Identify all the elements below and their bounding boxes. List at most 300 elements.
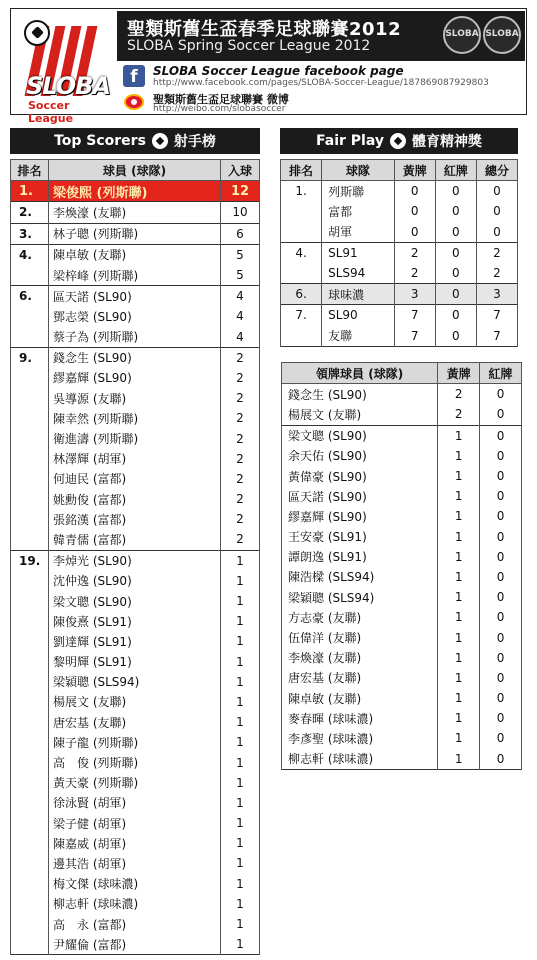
sloba-crest-icon: SLOBA	[483, 16, 521, 54]
red-cell: 0	[435, 305, 476, 326]
player-cell: 柳志軒 (球味濃)	[282, 749, 438, 770]
rank-cell	[11, 529, 49, 550]
goals-cell: 1	[221, 833, 260, 853]
table-row	[11, 347, 260, 368]
red-cell: 0	[480, 708, 522, 728]
player-cell: 吳導源 (友聯)	[49, 388, 221, 408]
goals-cell: 4	[221, 306, 260, 326]
table-row	[11, 853, 260, 873]
yellow-cell: 1	[438, 668, 480, 688]
table-row	[282, 749, 522, 770]
table-row	[11, 631, 260, 651]
player-cell: 梅文傑 (球味濃)	[49, 874, 221, 894]
league-title-zh: 聖類斯舊生盃春季足球聯賽2012	[127, 19, 402, 40]
red-cell: 0	[435, 263, 476, 284]
table-row	[11, 591, 260, 611]
player-cell: 柳志軒 (球味濃)	[49, 894, 221, 914]
col-rank: 排名	[281, 160, 322, 181]
goals-cell: 1	[221, 874, 260, 894]
table-row	[11, 286, 260, 307]
yellow-cell: 1	[438, 648, 480, 668]
rank-cell	[11, 388, 49, 408]
table-row	[282, 425, 522, 446]
player-cell: 高 永 (富都)	[49, 914, 221, 934]
table-row	[11, 894, 260, 914]
yellow-cell: 2	[394, 242, 435, 263]
player-cell: 林子聰 (列斯聯)	[49, 223, 221, 244]
fair-play-title: Fair Play 體育精神獎	[280, 128, 518, 154]
goals-cell: 2	[221, 428, 260, 448]
player-cell: 邊其浩 (胡軍)	[49, 853, 221, 873]
table-row	[11, 306, 260, 326]
red-cell: 0	[480, 384, 522, 405]
rank-cell: 1.	[281, 181, 322, 202]
table-row	[11, 181, 260, 202]
team-cell: SLS94	[322, 263, 395, 284]
table-row	[11, 652, 260, 672]
facebook-icon: f	[123, 65, 145, 87]
yellow-cell: 0	[394, 181, 435, 202]
player-cell: 姚勳俊 (富都)	[49, 489, 221, 509]
player-cell: 繆嘉輝 (SL90)	[282, 506, 438, 526]
table-row	[282, 648, 522, 668]
col-yellow: 黃牌	[438, 363, 480, 384]
player-cell: 唐宏基 (友聯)	[49, 712, 221, 732]
rank-cell	[11, 469, 49, 489]
table-row	[11, 692, 260, 712]
player-cell: 劉達輝 (SL91)	[49, 631, 221, 651]
yellow-cell: 1	[438, 466, 480, 486]
weibo-link-row[interactable]	[119, 91, 519, 115]
table-row	[282, 506, 522, 526]
team-cell: 列斯聯	[322, 181, 395, 202]
table-row	[282, 728, 522, 748]
rank-cell	[11, 894, 49, 914]
rank-cell	[11, 591, 49, 611]
table-row	[11, 244, 260, 265]
yellow-cell: 1	[438, 425, 480, 446]
table-row	[11, 428, 260, 448]
rank-cell	[281, 326, 322, 347]
player-cell: 方志豪 (友聯)	[282, 607, 438, 627]
rank-cell: 9.	[11, 347, 49, 368]
player-cell: 錢念生 (SL90)	[49, 347, 221, 368]
table-row	[281, 284, 518, 305]
rank-cell: 4.	[281, 242, 322, 263]
yellow-cell: 7	[394, 326, 435, 347]
table-row	[282, 486, 522, 506]
player-cell: 區天諾 (SL90)	[282, 486, 438, 506]
goals-cell: 5	[221, 265, 260, 286]
table-row	[11, 489, 260, 509]
player-cell: 蔡子為 (列斯聯)	[49, 327, 221, 348]
yellow-cell: 3	[394, 284, 435, 305]
weibo-title: 聖類斯舊生盃足球聯賽 微博	[153, 93, 289, 106]
table-row	[282, 567, 522, 587]
table-row	[281, 263, 518, 284]
player-cell: 衛進濤 (列斯聯)	[49, 428, 221, 448]
goals-cell: 1	[221, 692, 260, 712]
red-cell: 0	[480, 404, 522, 425]
rank-cell	[11, 652, 49, 672]
table-row	[11, 509, 260, 529]
goals-cell: 1	[221, 793, 260, 813]
goals-cell: 1	[221, 813, 260, 833]
table-row	[282, 668, 522, 688]
player-cell: 梁文聰 (SL90)	[282, 425, 438, 446]
soccer-ball-icon	[390, 133, 406, 149]
player-cell: 徐泳賢 (胡軍)	[49, 793, 221, 813]
player-cell: 李煥濠 (友聯)	[49, 202, 221, 223]
top-scorers-title: Top Scorers 射手榜	[10, 128, 260, 154]
yellow-cell: 1	[438, 527, 480, 547]
rank-cell	[11, 571, 49, 591]
player-cell: 李煥濠 (友聯)	[282, 648, 438, 668]
yellow-cell: 1	[438, 688, 480, 708]
col-goals: 入球	[221, 160, 260, 181]
rank-cell	[11, 773, 49, 793]
rank-cell	[11, 265, 49, 286]
title-bar	[117, 11, 525, 61]
rank-cell	[11, 752, 49, 772]
player-cell: 高 俊 (列斯聯)	[49, 752, 221, 772]
rank-cell	[11, 874, 49, 894]
player-cell: 韓青儒 (富都)	[49, 529, 221, 550]
total-cell: 7	[476, 305, 517, 326]
team-cell: 胡軍	[322, 222, 395, 243]
player-cell: 余天佑 (SL90)	[282, 446, 438, 466]
rank-cell	[11, 813, 49, 833]
table-row	[11, 672, 260, 692]
rank-cell	[11, 793, 49, 813]
goals-cell: 1	[221, 591, 260, 611]
yellow-cell: 1	[438, 728, 480, 748]
player-cell: 陳浩樑 (SLS94)	[282, 567, 438, 587]
player-cell: 梁文聰 (SL90)	[49, 591, 221, 611]
player-cell: 梁穎聰 (SLS94)	[282, 587, 438, 607]
player-cell: 陳卓敏 (友聯)	[49, 244, 221, 265]
yellow-cell: 2	[438, 404, 480, 425]
goals-cell: 12	[221, 181, 260, 202]
rank-cell	[11, 631, 49, 651]
rank-cell	[281, 222, 322, 243]
goals-cell: 1	[221, 571, 260, 591]
red-cell: 0	[480, 749, 522, 770]
rank-cell: 6.	[11, 286, 49, 307]
player-cell: 王安豪 (SL91)	[282, 527, 438, 547]
red-cell: 0	[480, 506, 522, 526]
red-cell: 0	[480, 567, 522, 587]
player-cell: 黃天豪 (列斯聯)	[49, 773, 221, 793]
player-cell: 麥春暉 (球味濃)	[282, 708, 438, 728]
table-row	[11, 529, 260, 550]
rank-cell	[11, 428, 49, 448]
table-row	[11, 571, 260, 591]
player-cell: 繆嘉輝 (SL90)	[49, 368, 221, 388]
total-cell: 2	[476, 263, 517, 284]
player-cell: 區天諾 (SL90)	[49, 286, 221, 307]
soccer-ball-icon	[24, 20, 50, 46]
rank-cell	[11, 489, 49, 509]
header-banner	[10, 8, 527, 125]
table-row	[11, 469, 260, 489]
player-cell: 楊展文 (友聯)	[282, 404, 438, 425]
table-row	[11, 449, 260, 469]
facebook-link-row[interactable]	[119, 62, 519, 90]
player-cell: 黎明輝 (SL91)	[49, 652, 221, 672]
rank-cell	[11, 712, 49, 732]
table-row	[281, 326, 518, 347]
player-cell: 譚朗逸 (SL91)	[282, 547, 438, 567]
player-cell: 陳幸然 (列斯聯)	[49, 408, 221, 428]
red-cell: 0	[480, 425, 522, 446]
yellow-cell: 7	[394, 305, 435, 326]
table-row	[11, 327, 260, 348]
goals-cell: 10	[221, 202, 260, 223]
player-cell: 李彥聖 (球味濃)	[282, 728, 438, 748]
yellow-cell: 1	[438, 547, 480, 567]
goals-cell: 1	[221, 652, 260, 672]
goals-cell: 1	[221, 853, 260, 873]
goals-cell: 4	[221, 286, 260, 307]
goals-cell: 1	[221, 550, 260, 571]
yellow-cell: 1	[438, 627, 480, 647]
table-row	[11, 914, 260, 934]
yellow-cell: 1	[438, 506, 480, 526]
yellow-cell: 1	[438, 567, 480, 587]
table-row	[11, 833, 260, 853]
goals-cell: 6	[221, 223, 260, 244]
goals-cell: 1	[221, 894, 260, 914]
table-row	[282, 708, 522, 728]
table-header-row	[11, 160, 260, 181]
col-total: 總分	[476, 160, 517, 181]
team-cell: 富都	[322, 201, 395, 221]
goals-cell: 1	[221, 752, 260, 772]
table-row	[11, 813, 260, 833]
rank-cell: 1.	[11, 181, 49, 202]
rank-cell: 4.	[11, 244, 49, 265]
rank-cell: 7.	[281, 305, 322, 326]
yellow-cell: 2	[438, 384, 480, 405]
team-cell: 球味濃	[322, 284, 395, 305]
rank-cell	[11, 732, 49, 752]
red-cell: 0	[480, 728, 522, 748]
yellow-cell: 1	[438, 708, 480, 728]
table-header-row	[282, 363, 522, 384]
table-row	[11, 773, 260, 793]
table-row	[11, 712, 260, 732]
player-cell: 鄧志榮 (SL90)	[49, 306, 221, 326]
player-cell: 張銘漢 (富都)	[49, 509, 221, 529]
red-cell: 0	[480, 587, 522, 607]
rank-cell	[11, 934, 49, 955]
facebook-url[interactable]: http://www.facebook.com/pages/SLOBA-Soccer-League/187869087929803	[153, 78, 489, 88]
rank-cell: 3.	[11, 223, 49, 244]
table-row	[11, 611, 260, 631]
yellow-cell: 1	[438, 587, 480, 607]
red-cell: 0	[480, 607, 522, 627]
red-cell: 0	[480, 627, 522, 647]
table-row	[282, 607, 522, 627]
red-cell: 0	[480, 688, 522, 708]
table-row	[11, 265, 260, 286]
player-cell: 李焯光 (SL90)	[49, 550, 221, 571]
team-cell: SL90	[322, 305, 395, 326]
rank-cell: 2.	[11, 202, 49, 223]
goals-cell: 2	[221, 529, 260, 550]
player-cell: 尹耀倫 (富都)	[49, 934, 221, 955]
total-cell: 0	[476, 222, 517, 243]
table-row	[282, 688, 522, 708]
rank-cell: 6.	[281, 284, 322, 305]
red-cell: 0	[480, 648, 522, 668]
yellow-cell: 1	[438, 446, 480, 466]
goals-cell: 2	[221, 388, 260, 408]
rank-cell	[281, 201, 322, 221]
col-red: 紅牌	[480, 363, 522, 384]
player-cell: 陳俊熹 (SL91)	[49, 611, 221, 631]
rank-cell	[11, 306, 49, 326]
goals-cell: 2	[221, 408, 260, 428]
table-row	[281, 305, 518, 326]
player-cell: 梁梓峰 (列斯聯)	[49, 265, 221, 286]
sloba-logo	[14, 12, 112, 125]
goals-cell: 1	[221, 611, 260, 631]
col-player: 球員 (球隊)	[49, 160, 221, 181]
goals-cell: 2	[221, 368, 260, 388]
red-cell: 0	[480, 527, 522, 547]
goals-cell: 2	[221, 347, 260, 368]
top-scorers-table	[10, 159, 260, 955]
table-row	[282, 404, 522, 425]
rank-cell	[11, 449, 49, 469]
player-cell: 梁俊熙 (列斯聯)	[49, 181, 221, 202]
table-header-row	[281, 160, 518, 181]
player-cell: 何迪民 (富都)	[49, 469, 221, 489]
rank-cell: 19.	[11, 550, 49, 571]
table-row	[11, 408, 260, 428]
red-cell: 0	[480, 486, 522, 506]
table-row	[281, 242, 518, 263]
rank-cell	[11, 408, 49, 428]
rank-cell	[11, 327, 49, 348]
rank-cell	[11, 833, 49, 853]
table-row	[282, 446, 522, 466]
rank-cell	[11, 672, 49, 692]
goals-cell: 4	[221, 327, 260, 348]
red-cell: 0	[435, 242, 476, 263]
player-cell: 陳嘉威 (胡軍)	[49, 833, 221, 853]
goals-cell: 5	[221, 244, 260, 265]
soccer-ball-icon	[152, 133, 168, 149]
goals-cell: 1	[221, 914, 260, 934]
player-cell: 梁穎聰 (SLS94)	[49, 672, 221, 692]
total-cell: 0	[476, 201, 517, 221]
red-cell: 0	[480, 446, 522, 466]
yellow-cell: 1	[438, 486, 480, 506]
total-cell: 3	[476, 284, 517, 305]
table-row	[11, 752, 260, 772]
rank-cell	[11, 853, 49, 873]
team-cell: 友聯	[322, 326, 395, 347]
player-cell: 陳子龍 (列斯聯)	[49, 732, 221, 752]
facebook-title: SLOBA Soccer League facebook page	[153, 64, 404, 78]
player-cell: 楊展文 (友聯)	[49, 692, 221, 712]
table-row	[282, 466, 522, 486]
rank-cell	[281, 263, 322, 284]
goals-cell: 1	[221, 712, 260, 732]
player-cell: 沈仲逸 (SL90)	[49, 571, 221, 591]
col-yellow: 黃牌	[394, 160, 435, 181]
yellow-cell: 0	[394, 201, 435, 221]
red-cell: 0	[435, 181, 476, 202]
red-cell: 0	[480, 466, 522, 486]
player-cell: 黃偉豪 (SL90)	[282, 466, 438, 486]
table-row	[11, 223, 260, 244]
table-row	[282, 527, 522, 547]
goals-cell: 1	[221, 672, 260, 692]
player-cell: 伍偉洋 (友聯)	[282, 627, 438, 647]
goals-cell: 1	[221, 773, 260, 793]
player-cell: 錢念生 (SL90)	[282, 384, 438, 405]
player-cell: 唐宏基 (友聯)	[282, 668, 438, 688]
goals-cell: 1	[221, 934, 260, 955]
red-cell: 0	[480, 668, 522, 688]
card-players-table	[281, 362, 522, 770]
red-cell: 0	[435, 326, 476, 347]
table-row	[281, 201, 518, 221]
yellow-cell: 1	[438, 749, 480, 770]
logo-wordmark: SLOBA	[26, 72, 110, 100]
red-cell: 0	[480, 547, 522, 567]
table-row	[282, 587, 522, 607]
table-row	[281, 181, 518, 202]
goals-cell: 2	[221, 509, 260, 529]
player-cell: 林澤輝 (胡軍)	[49, 449, 221, 469]
player-cell: 梁子健 (胡軍)	[49, 813, 221, 833]
weibo-url[interactable]: http://weibo.com/slobasoccer	[153, 104, 286, 114]
goals-cell: 1	[221, 732, 260, 752]
table-row	[282, 384, 522, 405]
table-row	[282, 627, 522, 647]
goals-cell: 2	[221, 449, 260, 469]
fair-play-table	[280, 159, 518, 347]
player-cell: 陳卓敏 (友聯)	[282, 688, 438, 708]
total-cell: 2	[476, 242, 517, 263]
table-row	[11, 874, 260, 894]
goals-cell: 1	[221, 631, 260, 651]
red-cell: 0	[435, 222, 476, 243]
logo-subtitle: Soccer League	[28, 99, 74, 125]
yellow-cell: 0	[394, 222, 435, 243]
goals-cell: 2	[221, 469, 260, 489]
table-row	[11, 934, 260, 955]
total-cell: 7	[476, 326, 517, 347]
table-row	[11, 388, 260, 408]
rank-cell	[11, 509, 49, 529]
red-cell: 0	[435, 284, 476, 305]
table-row	[282, 547, 522, 567]
table-row	[11, 793, 260, 813]
rank-cell	[11, 368, 49, 388]
table-row	[11, 202, 260, 223]
table-row	[11, 550, 260, 571]
rank-cell	[11, 611, 49, 631]
col-player: 領牌球員 (球隊)	[282, 363, 438, 384]
weibo-icon	[124, 94, 144, 110]
goals-cell: 2	[221, 489, 260, 509]
